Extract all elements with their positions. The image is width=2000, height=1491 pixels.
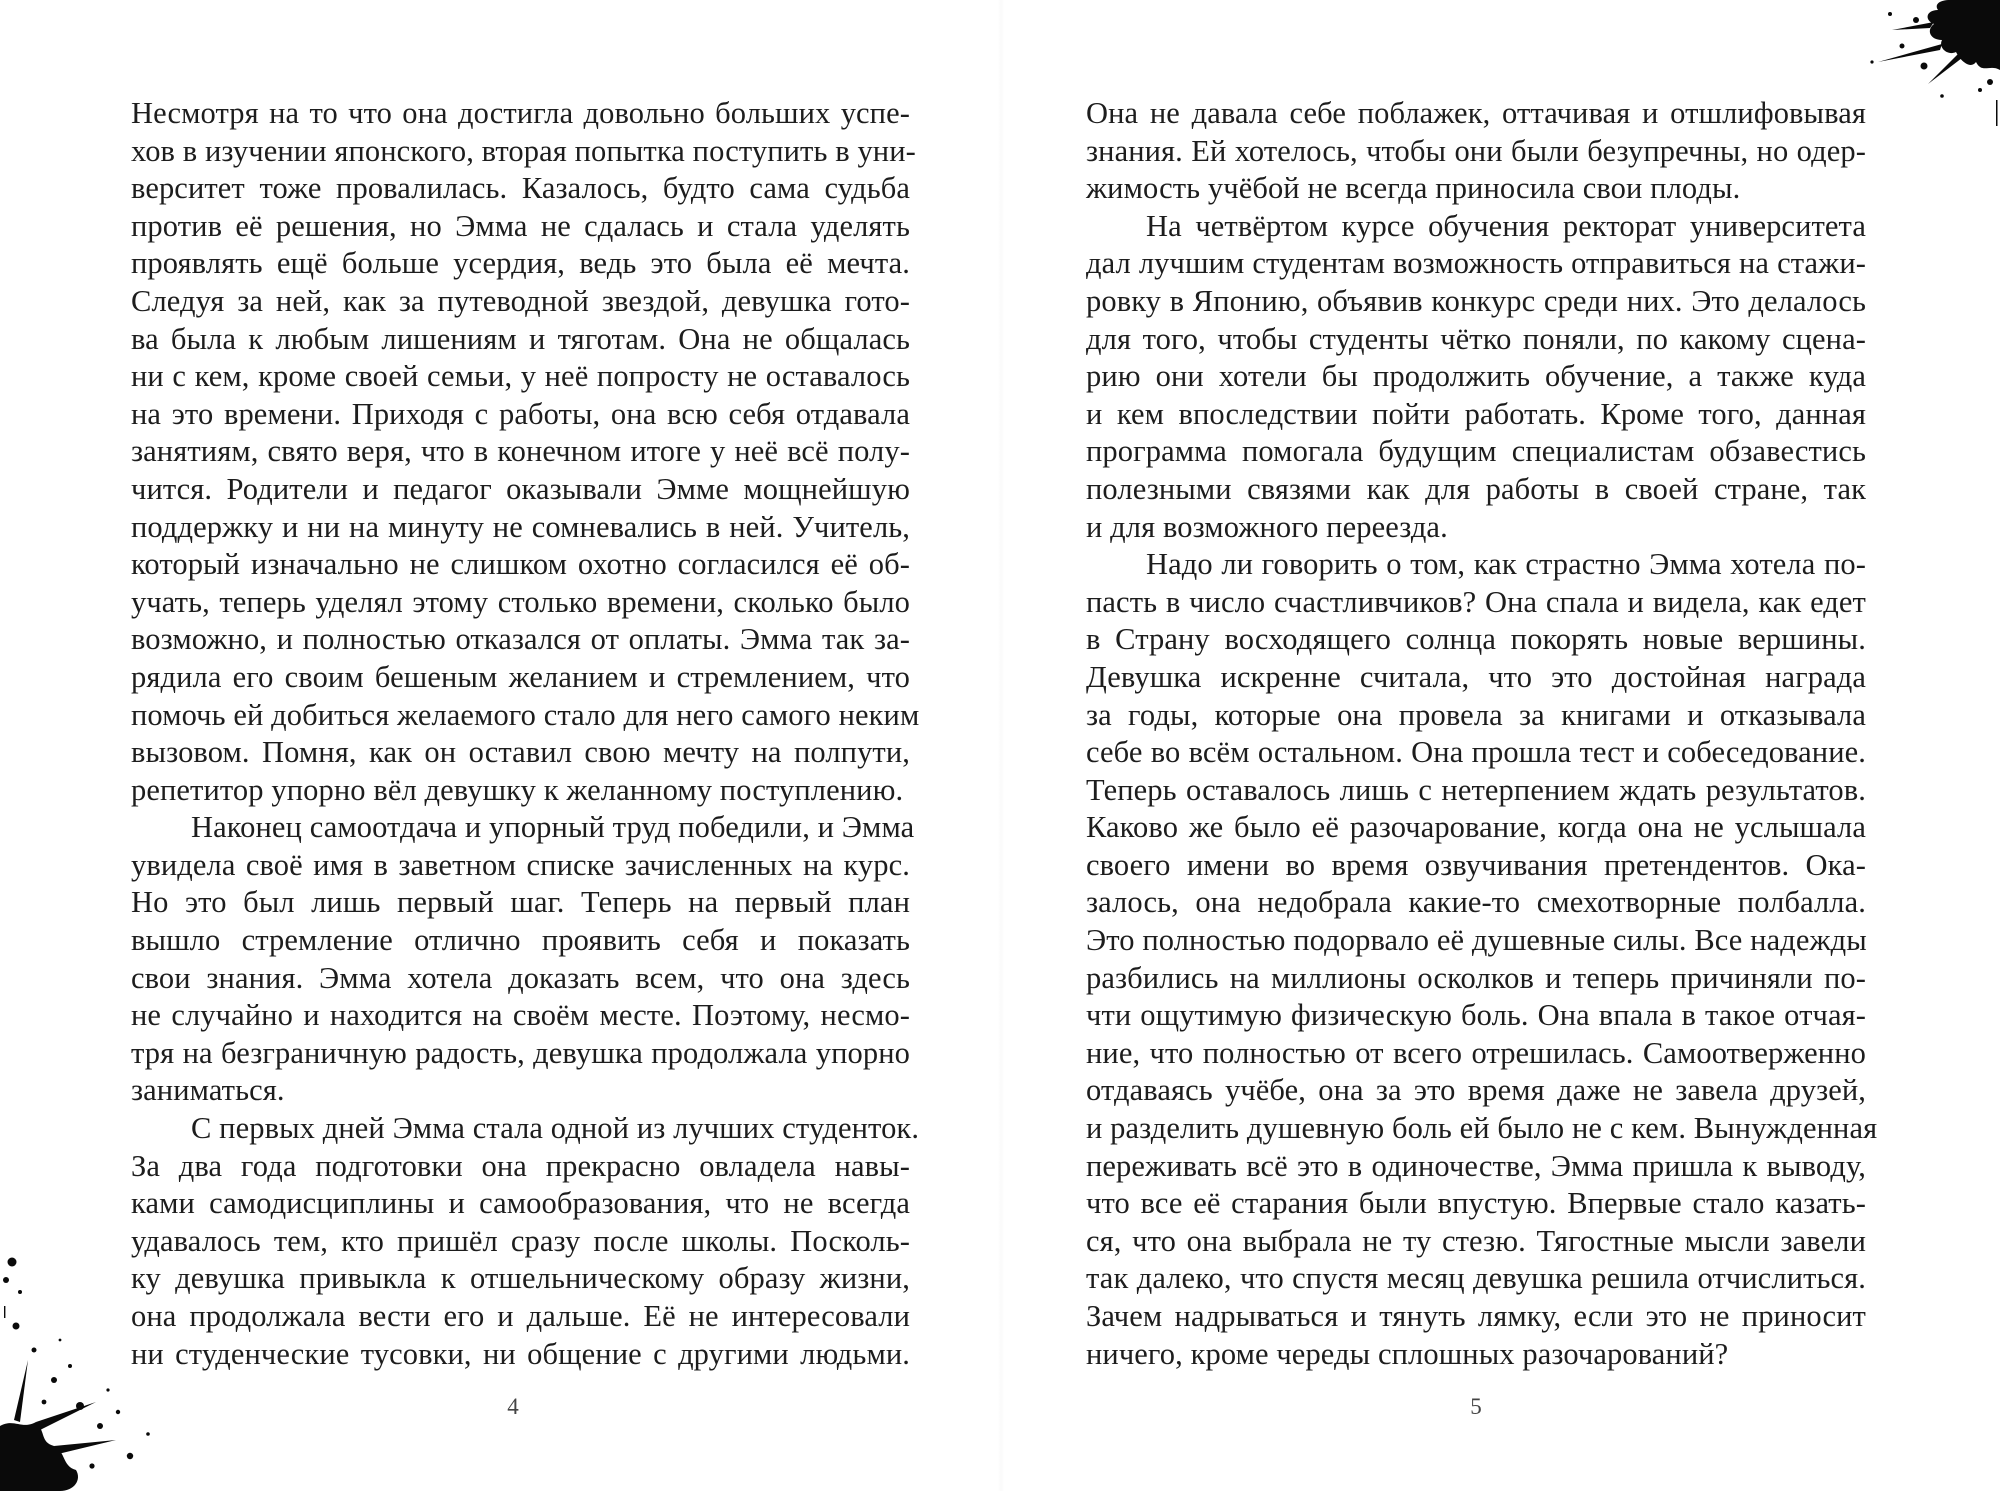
text-line: вызовом. Помня, как он оставил свою мечту на полпути, (131, 735, 910, 770)
text-line: Наконец самоотдача и упорный труд победили, и Эмма (191, 810, 915, 845)
text-line: Надо ли говорить о том, как страстно Эмма хотела по- (1146, 547, 1866, 582)
text-line: отдаваясь учёбе, она за это время даже не завела друзей, (1086, 1073, 1866, 1108)
text-line: учать, теперь уделял этому столько времени, сколько было (131, 584, 910, 619)
text-line: ни студенческие тусовки, ни общение с другими людьми. (131, 1336, 910, 1371)
text-line: разбились на миллионы осколков и теперь причиняли по- (1086, 960, 1866, 995)
text-line: дал лучшим студентам возможность отправиться на стажи- (1086, 246, 1866, 281)
text-line: и для возможного переезда. (1086, 509, 1448, 544)
text-line: программа помогала будущим специалистам обзавестись (1086, 434, 1866, 469)
text-line: поддержку и ни на минуту не сомневались в ней. Учитель, (131, 509, 910, 544)
text-line: который изначально не слишком охотно согласился её об- (131, 547, 910, 582)
text-line: удавалось тем, кто пришёл сразу после школы. Посколь- (131, 1223, 910, 1258)
text-line: полезными связями как для работы в своей стране, так (1086, 471, 1866, 506)
text-line: для того, чтобы студенты чётко поняли, по какому сцена- (1086, 321, 1866, 356)
text-line: Она не давала себе поблажек, оттачивая и отшлифовывая (1086, 96, 1866, 130)
text-line: залось, она недобрала какие-то смехотворные полбалла. (1086, 885, 1866, 920)
text-line: ся, что она выбрала не ту стезю. Тягостные мысли завели (1086, 1223, 1866, 1258)
text-line: проявлять ещё больше усердия, ведь это была её мечта. (131, 246, 910, 281)
text-line: жимость учёбой не всегда приносила свои плоды. (1086, 171, 1741, 206)
text-line: ва была к любым лишениям и тяготам. Она не общалась (131, 321, 910, 356)
text-line: рию они хотели бы продолжить обучение, а также куда (1086, 359, 1866, 394)
text-line: Следуя за ней, как за путеводной звездой, девушка гото- (131, 283, 910, 318)
ink-splatter-top-right-icon (1830, 0, 2000, 130)
text-line: вышло стремление отлично проявить себя и показать (131, 923, 910, 958)
text-line: и кем впоследствии пойти работать. Кроме того, данная (1086, 396, 1866, 431)
text-line: ни с кем, кроме своей семьи, у неё попросту не оставалось (131, 359, 910, 394)
page-number-left: 4 (507, 1394, 519, 1419)
text-line: ровку в Японию, объявив конкурс среди них. Это делалось (1086, 283, 1866, 318)
text-line: заниматься. (131, 1073, 285, 1108)
text-line: за годы, которые она провела за книгами и отказывала (1086, 697, 1866, 732)
text-line: на это времени. Приходя с работы, она всю себя отдавала (131, 396, 910, 431)
text-line: увидела своё имя в заветном списке зачисленных на курс. (131, 847, 910, 882)
text-line: ками самодисциплины и самообразования, что не всегда (131, 1186, 910, 1221)
text-line: Но это был лишь первый шаг. Теперь на первый план (131, 885, 910, 920)
text-line: переживать всё это в одиночестве, Эмма пришла к выводу, (1086, 1148, 1866, 1183)
text-line: За два года подготовки она прекрасно овладела навы- (131, 1148, 910, 1183)
book-gutter (998, 0, 1004, 1491)
text-line: что все её старания были впустую. Впервые стало казать- (1086, 1186, 1866, 1221)
text-line: репетитор упорно вёл девушку к желанному поступлению. (131, 772, 904, 807)
text-line: помочь ей добиться желаемого стало для него самого неким (131, 697, 920, 732)
text-line: так далеко, что спустя месяц девушка решила отчислиться. (1086, 1261, 1866, 1296)
text-line: знания. Ей хотелось, чтобы они были безупречны, но одер- (1086, 133, 1866, 168)
text-line: тря на безграничную радость, девушка продолжала упорно (131, 1035, 910, 1070)
text-line: Зачем надрываться и тянуть лямку, если это не приносит (1086, 1299, 1866, 1333)
text-line: занятиям, свято веря, что в конечном итоге у неё всё полу- (131, 434, 910, 469)
ink-splatter-bottom-left-icon (0, 1230, 160, 1491)
text-line: Девушка искренне считала, что это достойная награда (1086, 659, 1866, 694)
text-line: свои знания. Эмма хотела доказать всем, что она здесь (131, 960, 910, 995)
page-number-right: 5 (1470, 1394, 1482, 1419)
text-line: Каково же было её разочарование, когда она не услышала (1086, 810, 1866, 845)
text-line: не случайно и находится на своём месте. Поэтому, несмо- (131, 998, 910, 1033)
text-line: себе во всём остальном. Она прошла тест и собеседование. (1086, 735, 1866, 770)
text-line: ничего, кроме череды сплошных разочарований? (1086, 1336, 1729, 1371)
text-line: чится. Родители и педагог оказывали Эмме мощнейшую (131, 471, 910, 506)
text-line: пасть в число счастливчиков? Она спала и видела, как едет (1086, 584, 1866, 619)
text-line: ние, что полностью от всего отрешилась. Самоотверженно (1086, 1035, 1866, 1070)
text-line: Это полностью подорвало её душевные силы. Все надежды (1086, 923, 1867, 958)
text-line: ку девушка привыкла к отшельническому образу жизни, (131, 1261, 910, 1296)
text-line: верситет тоже провалилась. Казалось, будто сама судьба (131, 171, 910, 206)
text-line: своего имени во время озвучивания претендентов. Ока- (1086, 847, 1866, 882)
text-line: С первых дней Эмма стала одной из лучших студенток. (191, 1111, 920, 1146)
text-line: возможно, и полностью отказался от оплаты. Эмма так за- (131, 622, 910, 657)
right-page (1086, 95, 1878, 1373)
text-line: она продолжала вести его и дальше. Её не интересовали (131, 1299, 910, 1333)
text-line: против её решения, но Эмма не сдалась и стала уделять (131, 208, 910, 243)
left-page (131, 95, 920, 1373)
text-line: Несмотря на то что она достигла довольно больших успе- (131, 96, 910, 130)
text-line: чти ощутимую физическую боль. Она впала в такое отчая- (1086, 998, 1866, 1033)
text-line: Теперь оставалось лишь с нетерпением ждать результатов. (1086, 772, 1866, 807)
text-line: рядила его своим бешеным желанием и стремлением, что (131, 659, 910, 694)
text-line: в Страну восходящего солнца покорять новые вершины. (1086, 622, 1866, 657)
text-line: хов в изучении японского, вторая попытка поступить в уни- (131, 133, 916, 168)
text-line: На четвёртом курсе обучения ректорат университета (1146, 208, 1866, 243)
text-line: и разделить душевную боль ей было не с кем. Вынужденная (1086, 1111, 1878, 1146)
